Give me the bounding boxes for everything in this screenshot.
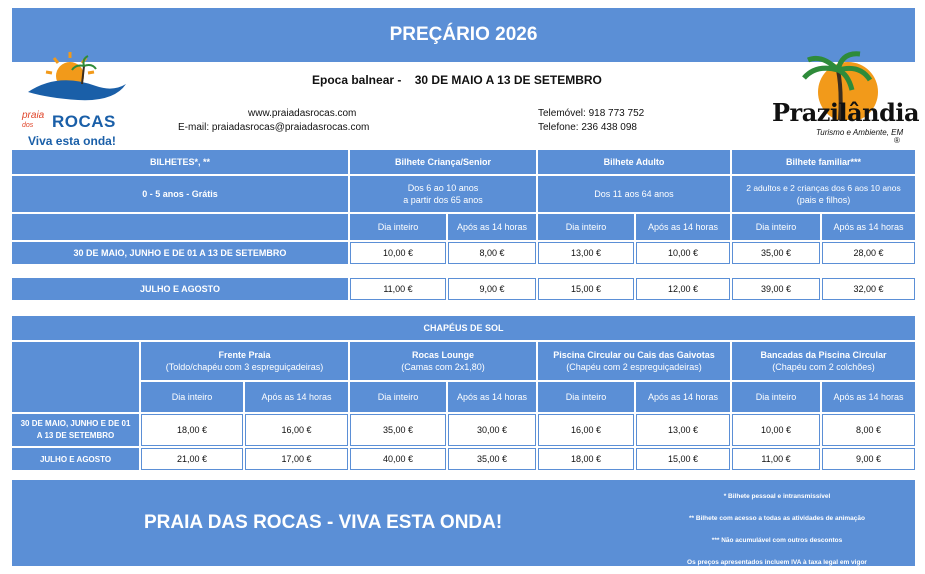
sun-wave-icon [18, 48, 136, 108]
price-text: 28,00 € [853, 248, 884, 258]
sub-after-14 [448, 382, 536, 412]
price-cell [245, 414, 348, 446]
sub-after-14 [636, 382, 730, 412]
footer-note: * Bilhete pessoal e intransmissível [723, 493, 831, 500]
sub-text: Após as 14 horas [833, 392, 904, 402]
sub-full-day [350, 214, 446, 240]
price-cell [141, 448, 243, 470]
sub-text: Dia inteiro [377, 222, 419, 232]
sub-text: Após as 14 horas [261, 392, 332, 402]
sub-after-14 [245, 382, 348, 412]
sub-full-day [732, 214, 820, 240]
price-cell [245, 448, 348, 470]
price-text: 21,00 € [176, 454, 208, 464]
price-text: 18,00 € [570, 454, 602, 464]
price-cell [822, 448, 915, 470]
footer-notes [642, 486, 912, 574]
row-label-text: JULHO E AGOSTO [39, 454, 112, 464]
sub-full-day [538, 382, 634, 412]
price-text: 12,00 € [667, 284, 699, 294]
price-cell [538, 414, 634, 446]
praia-das-rocas-logo [18, 48, 136, 148]
season-dates: 30 DE MAIO A 13 DE SETEMBRO [414, 73, 602, 87]
price-text: 18,00 € [176, 425, 208, 435]
tickets-blank-cell [12, 214, 348, 240]
row-label-text: 30 DE MAIO, JUNHO E DE 01 [20, 419, 131, 428]
sub-text: Após as 14 horas [456, 222, 528, 232]
umbrella-group-title: Rocas Lounge [411, 350, 474, 360]
price-text: 10,00 € [760, 425, 792, 435]
group-title-text: Bilhete familiar*** [785, 157, 862, 167]
price-cell [636, 278, 730, 300]
group-title-text: Bilhete Adulto [603, 157, 665, 167]
tickets-head-text: BILHETES*, ** [149, 157, 210, 167]
price-cell [538, 242, 634, 264]
umbrella-group-title: Piscina Circular ou Cais das Gaivotas [553, 350, 715, 360]
price-text: 35,00 € [382, 425, 414, 435]
price-cell [350, 242, 446, 264]
price-cell [448, 242, 536, 264]
sub-after-14 [822, 382, 915, 412]
umbrella-group-title: Frente Praia [218, 350, 271, 360]
sub-text: Dia inteiro [755, 222, 797, 232]
tickets-free-text: 0 - 5 anos - Grátis [142, 189, 218, 199]
prazilandia-sub: Turismo e Ambiente, EM [816, 128, 904, 137]
price-cell [350, 448, 446, 470]
sub-full-day [538, 214, 634, 240]
price-cell [732, 448, 820, 470]
price-cell [822, 242, 915, 264]
sub-text: Após as 14 horas [647, 222, 719, 232]
footer-slogan: PRAIA DAS ROCAS - VIVA ESTA ONDA! [144, 512, 503, 533]
sub-text: Dia inteiro [565, 222, 607, 232]
sub-text: Após as 14 horas [456, 392, 528, 402]
sub-text: Dia inteiro [755, 392, 797, 402]
price-text: 35,00 € [760, 248, 792, 258]
sub-text: Após as 14 horas [647, 392, 719, 402]
price-text: 8,00 € [855, 425, 882, 435]
umbrella-group-lounge [350, 342, 536, 380]
sub-after-14 [822, 214, 915, 240]
umbrella-group-front [141, 342, 348, 380]
umbrella-group-pool [538, 342, 730, 380]
price-text: 13,00 € [667, 425, 699, 435]
price-text: 40,00 € [382, 454, 414, 464]
sub-full-day [732, 382, 820, 412]
price-text: 15,00 € [667, 454, 699, 464]
sub-full-day [350, 382, 446, 412]
price-text: 39,00 € [760, 284, 792, 294]
group-desc-adult [538, 176, 730, 212]
group-title-family [732, 150, 915, 174]
price-cell [448, 448, 536, 470]
price-text: 16,00 € [570, 425, 602, 435]
price-text: 9,00 € [855, 454, 882, 464]
logo-word-dos: dos [22, 122, 34, 129]
price-cell [732, 278, 820, 300]
price-cell [636, 242, 730, 264]
page-title: PREÇÁRIO 2026 [389, 24, 538, 45]
price-cell [448, 278, 536, 300]
sub-after-14 [448, 214, 536, 240]
sub-full-day [141, 382, 243, 412]
umbrella-group-stands [732, 342, 915, 380]
price-cell [350, 278, 446, 300]
sub-text: Dia inteiro [377, 392, 419, 402]
email: E-mail: praiadasrocas@praiadasrocas.com [178, 122, 370, 133]
table-row-label [12, 278, 348, 300]
price-text: 11,00 € [383, 284, 413, 294]
price-cell [636, 448, 730, 470]
price-text: 30,00 € [476, 425, 508, 435]
table-row-label [12, 414, 139, 446]
row-label-text: JULHO E AGOSTO [139, 284, 220, 294]
price-cell [538, 448, 634, 470]
sub-text: Dia inteiro [565, 392, 607, 402]
prazilandia-logo [768, 50, 920, 150]
tickets-free-label [12, 176, 348, 212]
row-label-text: 30 DE MAIO, JUNHO E DE 01 A 13 DE SETEMBRO [73, 248, 287, 258]
group-title-adult [538, 150, 730, 174]
price-text: 35,00 € [476, 454, 508, 464]
logo-slogan: Viva esta onda! [28, 134, 116, 148]
mobile: Telemóvel: 918 773 752 [538, 108, 645, 119]
umbrella-group-desc: (Camas com 2x1,80) [401, 362, 485, 372]
sub-after-14 [636, 214, 730, 240]
season-line [312, 73, 602, 87]
sub-text: Após as 14 horas [833, 222, 904, 232]
website: www.praiadasrocas.com [248, 108, 357, 119]
row-label-text: A 13 DE SETEMBRO [36, 431, 115, 440]
table-row-label [12, 448, 139, 470]
umbrellas-title [12, 316, 915, 340]
table-row-label [12, 242, 348, 264]
price-cell [822, 414, 915, 446]
logo-brand: ROCAS [52, 112, 116, 131]
price-text: 17,00 € [281, 454, 312, 464]
group-desc-line: 2 adultos e 2 crianças dos 6 aos 10 anos [746, 183, 901, 193]
footer-note: ** Bilhete com acesso a todas as atividades de animação [689, 515, 865, 522]
price-text: 16,00 € [281, 425, 312, 435]
sub-text: Dia inteiro [171, 392, 213, 402]
price-text: 32,00 € [853, 284, 884, 294]
group-desc-family [732, 176, 915, 212]
price-cell [732, 242, 820, 264]
price-cell [141, 414, 243, 446]
price-cell [822, 278, 915, 300]
price-text: 10,00 € [382, 248, 414, 258]
price-cell [732, 414, 820, 446]
umbrella-group-desc: (Chapéu com 2 colchões) [772, 362, 875, 372]
group-title-text: Bilhete Criança/Senior [394, 157, 492, 167]
price-cell [538, 278, 634, 300]
price-cell [350, 414, 446, 446]
footer-note: Os preços apresentados incluem IVA à taxa legal em vigor [687, 559, 867, 566]
footer-note: *** Não acumulável com outros descontos [711, 537, 843, 544]
tickets-head-label [12, 150, 348, 174]
umbrella-group-title: Bancadas da Piscina Circular [760, 350, 887, 360]
price-cell [448, 414, 536, 446]
umbrellas-blank-cell [12, 342, 139, 412]
umbrella-group-desc: (Toldo/chapéu com 3 espreguiçadeiras) [165, 362, 324, 372]
logo-word-praia: praia [22, 110, 45, 121]
group-desc-child [350, 176, 536, 212]
season-label: Epoca balnear - [312, 73, 402, 87]
group-desc-line: Dos 11 aos 64 anos [594, 189, 674, 199]
price-text: 9,00 € [479, 284, 505, 294]
umbrellas-title-text: CHAPÉUS DE SOL [423, 323, 504, 333]
price-text: 15,00 € [570, 284, 602, 294]
price-text: 8,00 € [479, 248, 505, 258]
prazilandia-brand: Prazilândia [772, 98, 920, 127]
footer-banner [12, 480, 915, 566]
umbrella-group-desc: (Chapéu com 2 espreguiçadeiras) [566, 362, 702, 372]
group-title-child [350, 150, 536, 174]
price-text: 13,00 € [570, 248, 602, 258]
phone: Telefone: 236 438 098 [538, 122, 637, 133]
price-cell [636, 414, 730, 446]
registered-mark: ® [894, 136, 900, 145]
group-desc-line: a partir dos 65 anos [403, 195, 483, 205]
group-desc-line: (pais e filhos) [796, 195, 851, 205]
group-desc-line: Dos 6 ao 10 anos [407, 183, 479, 193]
price-text: 10,00 € [667, 248, 699, 258]
price-text: 11,00 € [761, 454, 791, 464]
